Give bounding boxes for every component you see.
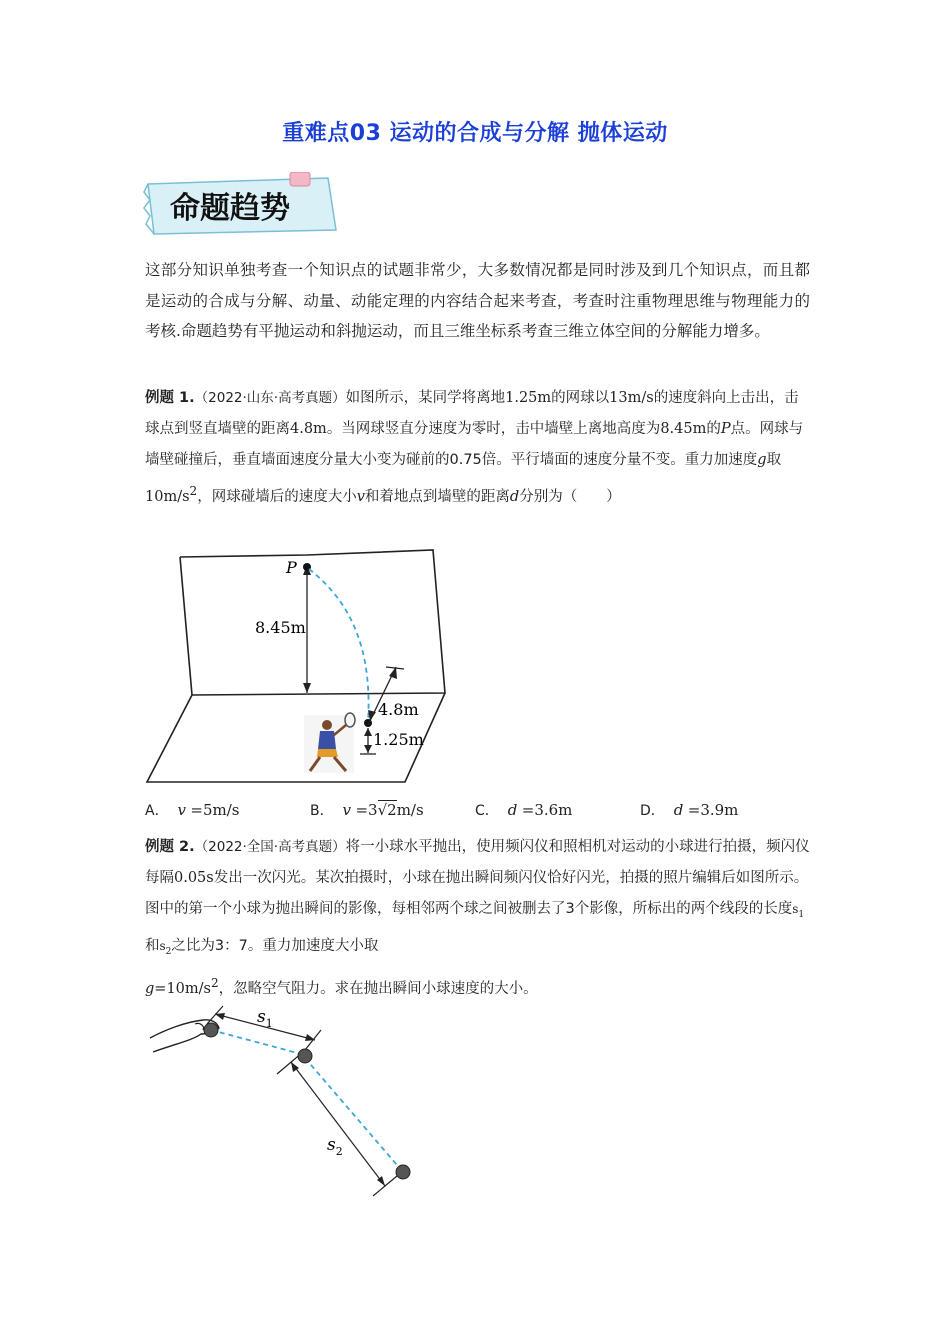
variable: g bbox=[757, 452, 767, 468]
text: ，忽略空气阻力。求在抛出瞬间小球速度的大小。 bbox=[218, 980, 538, 997]
value: 1.25m bbox=[505, 390, 552, 406]
page-title: 重难点03 运动的合成与分解 抛体运动 bbox=[282, 121, 668, 146]
s1-sub: 1 bbox=[265, 1017, 273, 1030]
tennis-wall-figure bbox=[140, 545, 460, 790]
variable: P bbox=[720, 421, 731, 437]
example-source: （2022·山东·高考真题） bbox=[194, 390, 346, 406]
option-unit: m/s bbox=[396, 801, 424, 819]
height-label: 8.45m bbox=[255, 618, 306, 637]
variable: s bbox=[159, 938, 166, 953]
text: 的网球以 bbox=[551, 390, 610, 406]
ball-icon bbox=[396, 1165, 410, 1179]
paper-clip-icon bbox=[290, 172, 310, 186]
value: 2 bbox=[210, 975, 219, 990]
s2-var: s bbox=[327, 1135, 336, 1155]
text: 将一小球水平抛出，使用频闪仪和照相机对运动的小球进行拍摄，频闪仪每隔 bbox=[145, 839, 810, 886]
option-value: =3 bbox=[355, 801, 378, 819]
launch-height-label: 1.25m bbox=[373, 730, 424, 749]
banner-text: 命题趋势 bbox=[170, 191, 290, 226]
variable: d bbox=[509, 488, 520, 505]
variable: g bbox=[145, 980, 155, 997]
value: =10m/s bbox=[154, 980, 211, 997]
option-key: D． bbox=[640, 803, 665, 819]
value: 4.8m bbox=[290, 421, 327, 437]
ball-trajectory bbox=[309, 569, 369, 723]
wall-left-edge bbox=[180, 557, 192, 695]
example-1 bbox=[145, 383, 810, 513]
text: 分别为（ ） bbox=[519, 488, 621, 505]
value: 8.45m bbox=[660, 421, 707, 437]
text: 之比为3：7。重力加速度大小取 bbox=[171, 937, 379, 954]
ball-icon bbox=[298, 1049, 312, 1063]
subscript: 1 bbox=[798, 909, 805, 920]
text: 取 bbox=[766, 452, 782, 468]
text: 。当网球竖直分速度为零时，击中墙壁上离地高度为 bbox=[326, 421, 661, 437]
value: 13m/s bbox=[609, 390, 654, 406]
radicand: 2 bbox=[387, 801, 397, 819]
text: ，网球碰墙后的速度大小 bbox=[197, 488, 357, 505]
value: 10m/s bbox=[145, 488, 190, 505]
example-2 bbox=[145, 832, 810, 1005]
s1-var: s bbox=[257, 1007, 266, 1027]
intro-paragraph: 这部分知识单独考查一个知识点的试题非常少，大多数情况都是同时涉及到几个知识点，而且都是运动的合成与分解、动量、动能定理的内容结合起来考查，考查时注重物理思维与物理能力的考核.命题趋势有平抛运动和斜抛运动，而且三维坐标系考查三维立体空间的分解能力增多。 bbox=[145, 261, 810, 340]
variable: s bbox=[792, 902, 799, 916]
s2-label bbox=[327, 1135, 343, 1158]
subscript: 2 bbox=[165, 946, 172, 957]
s1-label bbox=[257, 1007, 273, 1030]
answer-options bbox=[145, 800, 825, 824]
text: 发出一次闪光。某次拍摄时，小球在抛出瞬间频闪仪恰好闪光，拍摄的照片编辑后如图所示。图中的第一个小球为抛出瞬间的影像，每相邻两个球之间被删去了3个影像，所标出的两个线段的长度 bbox=[145, 870, 809, 917]
option-var: v bbox=[177, 801, 186, 819]
flash-photo-figure bbox=[145, 1000, 425, 1200]
example-label: 例题 2. bbox=[145, 839, 195, 855]
text: 的 bbox=[706, 421, 721, 437]
tennis-player-icon bbox=[304, 713, 355, 773]
option-b[interactable]: B． v =3√2m/s bbox=[310, 801, 424, 819]
option-var: v bbox=[342, 801, 351, 819]
option-key: C． bbox=[475, 803, 499, 819]
text: 和 bbox=[145, 937, 160, 954]
s2-sub: 2 bbox=[335, 1145, 343, 1158]
text: 如图所示，某同学将离地 bbox=[345, 390, 506, 406]
example-source: （2022·全国·高考真题） bbox=[194, 839, 346, 855]
example-label: 例题 1. bbox=[145, 390, 195, 406]
option-key: B． bbox=[310, 803, 334, 819]
option-c[interactable] bbox=[475, 800, 572, 820]
option-var: d bbox=[673, 801, 684, 819]
option-a[interactable] bbox=[145, 800, 240, 820]
option-key: A． bbox=[145, 803, 169, 819]
point-p-label: P bbox=[286, 558, 297, 577]
value: 0.05s bbox=[174, 870, 214, 886]
value: 2 bbox=[189, 484, 198, 498]
text: 的速度斜向上击出，击球点到竖直墙壁的距离 bbox=[145, 390, 799, 437]
option-var: d bbox=[507, 801, 518, 819]
option-value: =5m/s bbox=[190, 801, 240, 819]
distance-label: 4.8m bbox=[378, 700, 419, 719]
option-d[interactable] bbox=[640, 800, 738, 820]
variable: v bbox=[356, 488, 365, 505]
ball-icon bbox=[204, 1023, 218, 1037]
option-value: =3.9m bbox=[687, 801, 739, 819]
text: 和着地点到墙壁的距离 bbox=[364, 488, 510, 505]
section-banner bbox=[140, 172, 340, 238]
text: 点。网球与墙壁碰撞后，垂直墙面速度分量大小变为碰前的0.75倍。平行墙面的速度分量不变。重力加速度 bbox=[145, 421, 804, 468]
option-value: =3.6m bbox=[521, 801, 573, 819]
